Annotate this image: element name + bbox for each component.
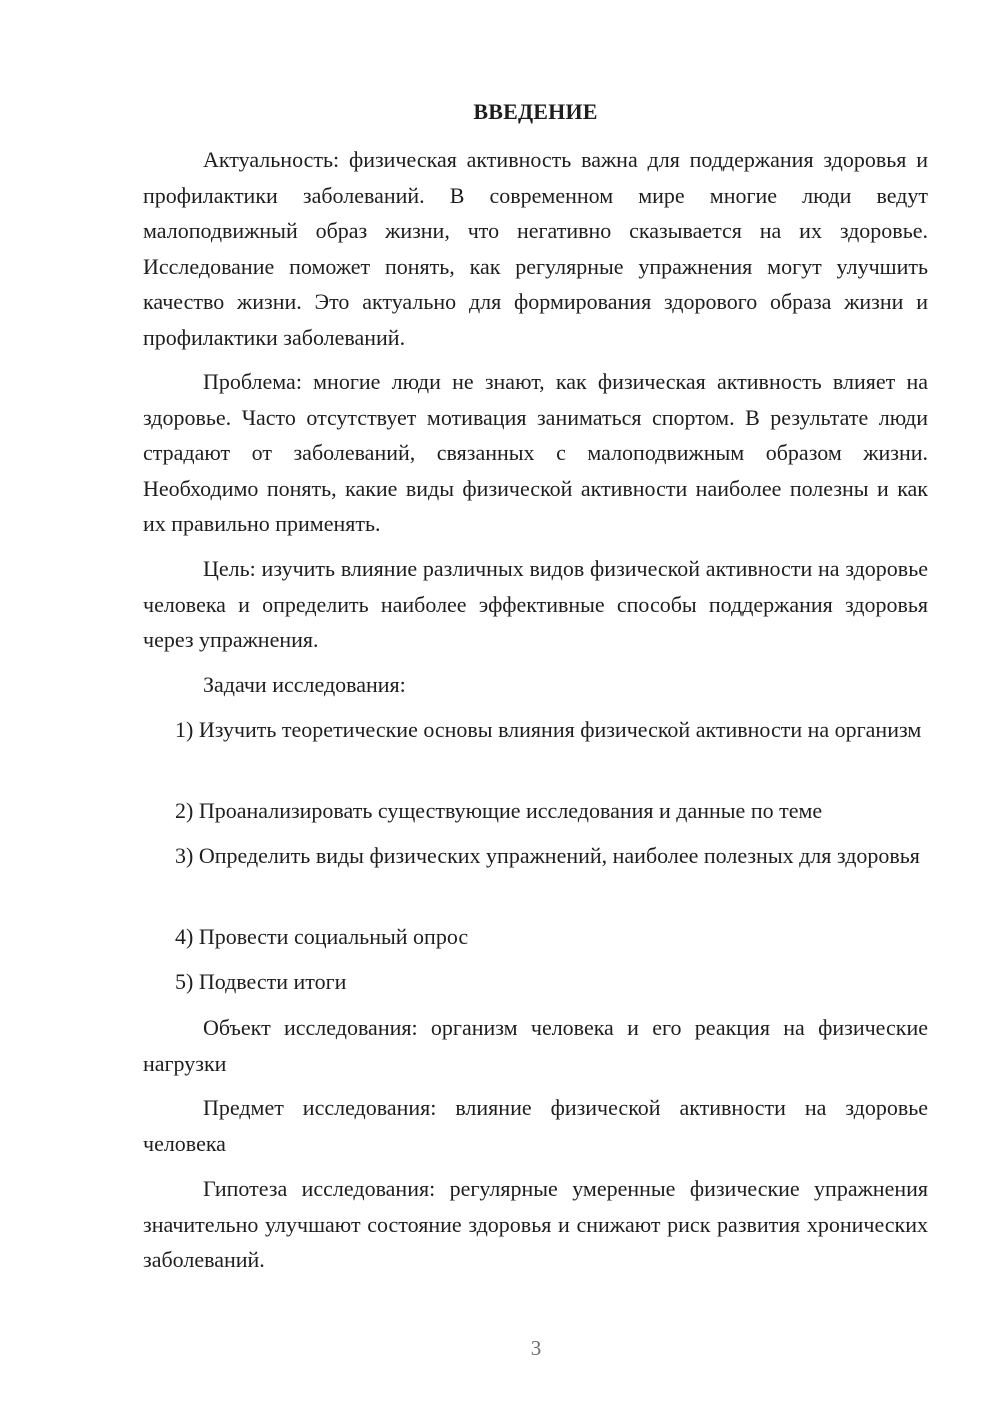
section-heading: ВВЕДЕНИЕ [473,99,598,124]
task-item-1: 1) Изучить теоретические основы влияния физической активности на организм [175,717,922,742]
hypothesis-paragraph: Гипотеза исследования: регулярные умеренные физические упражнения значительно улучшают состояние здоровья и снижают риск развития хронических заболеваний. [143,1176,928,1272]
task-item-4: 4) Провести социальный опрос [175,924,469,949]
goal-paragraph: Цель: изучить влияние различных видов физической активности на здоровье человека и определить наиболее эффективные способы поддержания здоровья через упражнения. [143,556,928,652]
tasks-heading: Задачи исследования: [203,672,406,697]
subject-paragraph: Предмет исследования: влияние физической активности на здоровье человека [143,1095,928,1156]
relevance-paragraph: Актуальность: физическая активность важна для поддержания здоровья и профилактики заболеваний. В современном мире многие люди ведут малоподвижный образ жизни, что негативно сказывается на их здоровье. Исследование поможет понять, как регулярные упражнения могут улучшить качество жизни. Это актуально для формирования здорового образа жизни и профилактики заболеваний. [143,147,928,350]
task-item-5: 5) Подвести итоги [175,969,347,994]
object-paragraph: Объект исследования: организм человека и его реакция на физические нагрузки [143,1015,928,1076]
problem-paragraph: Проблема: многие люди не знают, как физическая активность влияет на здоровье. Часто отсутствует мотивация заниматься спортом. В результате люди страдают от заболеваний, связанных с малоподвижным образом жизни. Необходимо понять, какие виды физической активности наиболее полезны и как их правильно применять. [143,369,928,536]
task-item-3: 3) Определить виды физических упражнений, наиболее полезных для здоровья [175,843,920,868]
task-item-2: 2) Проанализировать существующие исследования и данные по теме [175,798,823,823]
page-number: 3 [530,1336,542,1360]
